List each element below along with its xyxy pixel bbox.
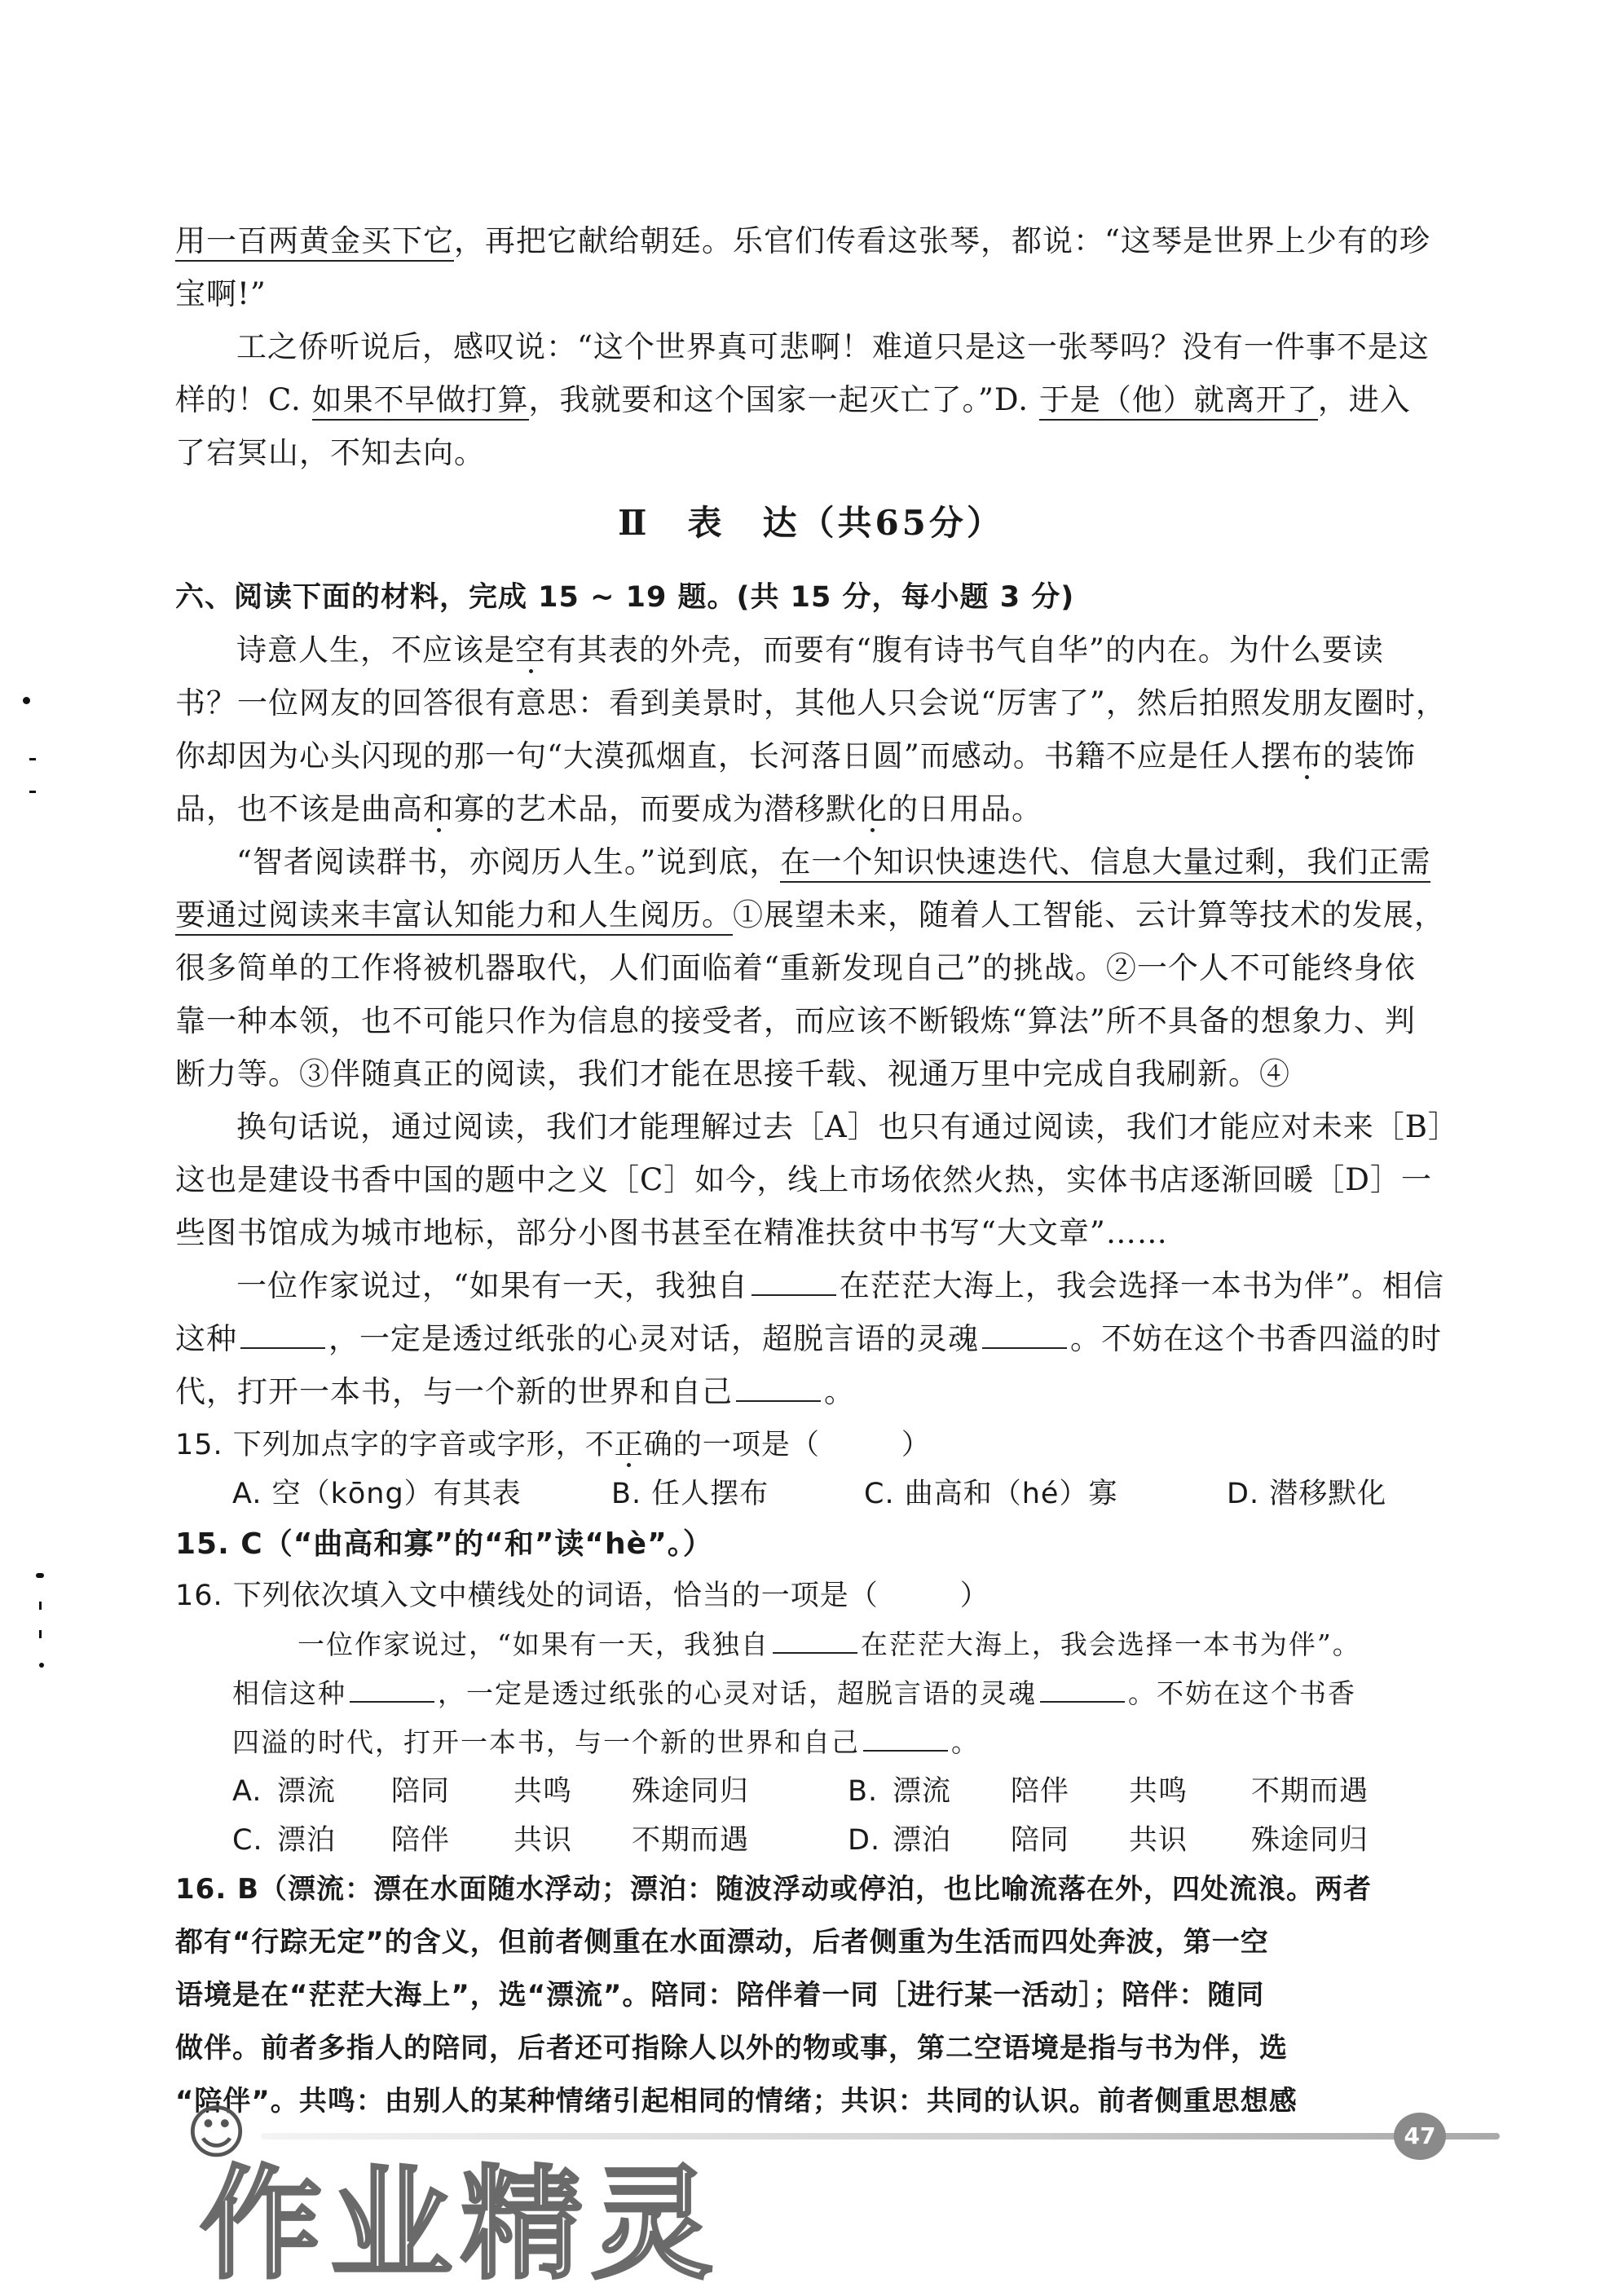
q16-option-b: B. 漂流 陪伴 共鸣 不期而遇 bbox=[848, 1775, 1369, 1808]
dotted-emphasis: 不正确 bbox=[584, 1429, 673, 1461]
fill-blank bbox=[350, 1677, 434, 1703]
q16-answer-line-4: 做伴。前者多指人的陪同，后者还可指除人以外的物或事，第二空语境是指与书为伴，选 bbox=[175, 2032, 1288, 2065]
q16-answer-line-2: 都有“行踪无定”的含义，但前者侧重在水面漂动，后者侧重为生活而四处奔波，第一空 bbox=[175, 1926, 1269, 1959]
q16-answer-line-3: 语境是在“茫茫大海上”，选“漂流”。陪同：陪伴着一同［进行某一活动］；陪伴：随同 bbox=[175, 1979, 1265, 2012]
dotted-char: 化 bbox=[857, 791, 888, 826]
material-p4-line-3: 代，打开一本书，与一个新的世界和自己 。 bbox=[175, 1374, 855, 1409]
fill-blank bbox=[240, 1323, 325, 1349]
scan-mark bbox=[29, 758, 36, 760]
fill-blank bbox=[1040, 1677, 1125, 1703]
fill-blank bbox=[982, 1323, 1067, 1349]
fill-blank bbox=[863, 1725, 948, 1752]
q16-quote-line-2: 相信这种 ，一定是透过纸张的心灵对话，超脱言语的灵魂 。不妨在这个书香 bbox=[232, 1677, 1356, 1709]
footer-rule bbox=[261, 2133, 1500, 2140]
underlined-sentence: 在一个知识快速迭代、信息大量过剩，我们正需 bbox=[780, 844, 1430, 883]
passage-line-3: 工之侨听说后，感叹说：“这个世界真可悲啊！难道只是这一张琴吗？没有一件事不是这 bbox=[236, 329, 1430, 364]
material-p3-line-1: 换句话说，通过阅读，我们才能理解过去［A］也只有通过阅读，我们才能应对未来［B］ bbox=[236, 1109, 1459, 1144]
q16-answer-line-5: “陪伴”。共鸣：由别人的某种情绪引起相同的情绪；共识：共同的认识。前者侧重思想感 bbox=[175, 2085, 1298, 2118]
dotted-char: 布 bbox=[1291, 738, 1323, 773]
fill-blank bbox=[736, 1376, 821, 1402]
passage-line-4: 样的！C. 如果不早做打算，我就要和这个国家一起灭亡了。”D. 于是（他）就离开了，进入 bbox=[175, 380, 1411, 421]
smiley-icon: ☺ bbox=[186, 2098, 248, 2166]
passage-line-2: 宝啊!” bbox=[175, 276, 267, 311]
scan-mark bbox=[39, 1630, 42, 1638]
passage-line-5: 了宕冥山，不知去向。 bbox=[175, 435, 485, 470]
scan-mark bbox=[39, 1663, 44, 1668]
q15-option-d: D. 潜移默化 bbox=[1227, 1478, 1387, 1510]
material-p1-line-2: 书？一位网友的回答很有意思：看到美景时，其他人只会说“厉害了”，然后拍照发朋友圈时， bbox=[175, 685, 1447, 721]
page-number: 47 bbox=[1394, 2113, 1446, 2160]
q15-option-b: B. 任人摆布 bbox=[611, 1478, 769, 1510]
q15-option-c: C. 曲高和（hé）寡 bbox=[864, 1478, 1118, 1510]
fill-blank bbox=[773, 1628, 857, 1654]
q16-quote-line-3: 四溢的时代，打开一本书，与一个新的世界和自己 。 bbox=[232, 1726, 980, 1758]
scan-mark bbox=[36, 1573, 44, 1578]
underlined-sentence: 要通过阅读来丰富认知能力和人生阅历。 bbox=[175, 897, 733, 936]
q16-answer-line-1: 16. B（漂流：漂在水面随水浮动；漂泊：随波浮动或停泊，也比喻流落在外，四处流浪。两者 bbox=[175, 1873, 1372, 1906]
q16-option-d: D. 漂泊 陪同 共识 殊途同归 bbox=[848, 1824, 1369, 1857]
scan-mark bbox=[29, 791, 36, 793]
passage-line-1: 用一百两黄金买下它，再把它献给朝廷。乐官们传看这张琴，都说：“这琴是世界上少有的珍 bbox=[175, 221, 1430, 262]
material-p2-line-5: 断力等。③伴随真正的阅读，我们才能在思接千载、视通万里中完成自我刷新。④ bbox=[175, 1056, 1290, 1091]
material-p1-line-3: 你却因为心头闪现的那一句“大漠孤烟直，长河落日圆”而感动。书籍不应是任人摆布的装饰 bbox=[175, 738, 1416, 773]
dotted-char: 和 bbox=[423, 791, 454, 826]
scan-mark bbox=[23, 697, 30, 704]
material-p4-line-1: 一位作家说过，“如果有一天，我独自 在茫茫大海上，我会选择一本书为伴”。相信 bbox=[236, 1268, 1444, 1303]
dotted-char: 空 bbox=[515, 632, 546, 668]
material-p1-line-1: 诗意人生，不应该是空有其表的外壳，而要有“腹有诗书气自华”的内在。为什么要读 bbox=[236, 632, 1384, 668]
material-p1-line-4: 品，也不该是曲高和寡的艺术品，而要成为潜移默化的日用品。 bbox=[175, 791, 1042, 826]
underlined-phrase-d: 于是（他）就离开了 bbox=[1039, 382, 1318, 421]
q16-quote-line-1: 一位作家说过，“如果有一天，我独自 在茫茫大海上，我会选择一本书为伴”。 bbox=[298, 1628, 1361, 1660]
watermark-logo: 作业精灵 bbox=[200, 2154, 722, 2296]
q16-option-c: C. 漂泊 陪伴 共识 不期而遇 bbox=[232, 1824, 750, 1857]
q16-option-a: A. 漂流 陪同 共鸣 殊途同归 bbox=[232, 1775, 750, 1808]
underlined-phrase-c: 如果不早做打算 bbox=[312, 382, 529, 421]
material-p3-line-2: 这也是建设书香中国的题中之义［C］如今，线上市场依然火热，实体书店逐渐回暖［D］一 bbox=[175, 1162, 1432, 1197]
section-title: Ⅱ 表 达（共65分） bbox=[618, 503, 1004, 543]
material-p3-line-3: 些图书馆成为城市地标，部分小图书甚至在精准扶贫中书写“大文章”…… bbox=[175, 1215, 1168, 1250]
material-p4-line-2: 这种 ，一定是透过纸张的心灵对话，超脱言语的灵魂 。不妨在这个书香四溢的时 bbox=[175, 1321, 1442, 1356]
q15-option-a: A. 空（kōng）有其表 bbox=[232, 1478, 522, 1510]
underlined-phrase: 用一百两黄金买下它 bbox=[175, 223, 454, 262]
material-p2-line-1: “智者阅读群书，亦阅历人生。”说到底，在一个知识快速迭代、信息大量过剩，我们正需 bbox=[236, 842, 1430, 883]
material-p2-line-2: 要通过阅读来丰富认知能力和人生阅历。①展望未来，随着人工智能、云计算等技术的发展， bbox=[175, 895, 1445, 936]
material-p2-line-4: 靠一种本领，也不可能只作为信息的接受者，而应该不断锻炼“算法”所不具备的想象力、判 bbox=[175, 1003, 1416, 1038]
q15-answer: 15. C（“曲高和寡”的“和”读“hè”。） bbox=[175, 1527, 713, 1561]
q16-stem: 16. 下列依次填入文中横线处的词语，恰当的一项是（ ） bbox=[175, 1580, 990, 1612]
question-group-heading: 六、阅读下面的材料，完成 15 ~ 19 题。(共 15 分，每小题 3 分) bbox=[175, 581, 1075, 614]
material-p2-line-3: 很多简单的工作将被机器取代，人们面临着“重新发现自己”的挑战。②一个人不可能终身依 bbox=[175, 950, 1416, 985]
q15-stem: 15. 下列加点字的字音或字形，不正确的一项是（ ） bbox=[175, 1429, 931, 1461]
fill-blank bbox=[751, 1270, 836, 1296]
scan-mark bbox=[39, 1602, 42, 1610]
